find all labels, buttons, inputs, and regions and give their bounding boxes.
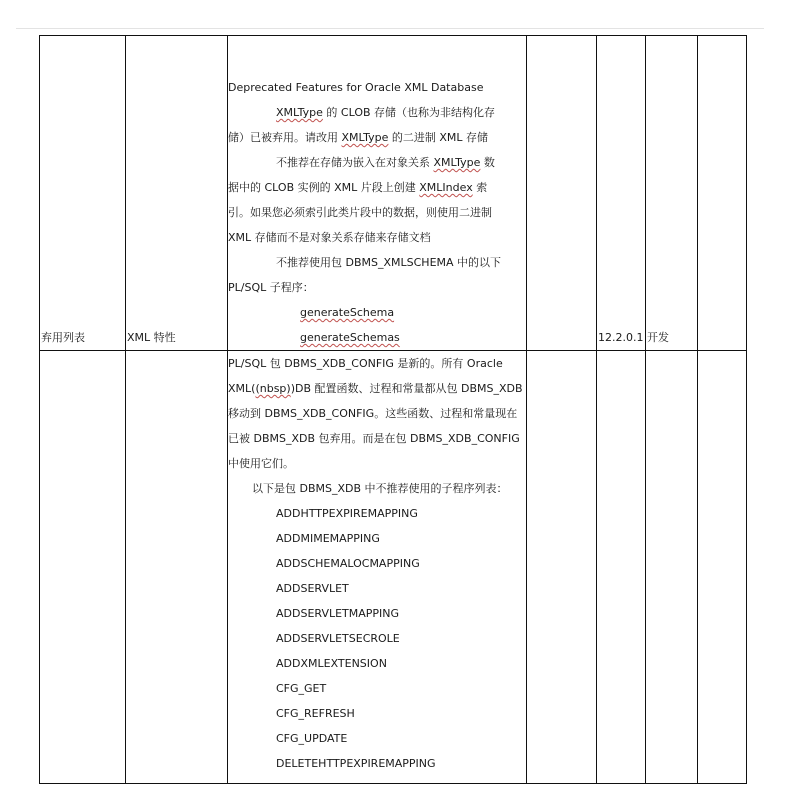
subprogram-item: ADDSERVLET: [276, 582, 349, 595]
feature-cell: [126, 36, 228, 351]
empty-cell: [698, 351, 747, 784]
subprogram-item: DELETEHTTPEXPIREMAPPING: [276, 757, 436, 770]
empty-cell: [646, 351, 698, 784]
page-top-rule: [16, 28, 764, 29]
subprogram-item: generateSchema: [300, 306, 395, 319]
empty-cell: [698, 36, 747, 351]
subprogram-item: ADDSERVLETSECROLE: [276, 632, 400, 645]
spellcheck-word: (nbsp): [255, 382, 291, 395]
category-cell: [40, 36, 126, 351]
description-line: 已被 DBMS_XDB 包弃用。而是在包 DBMS_XDB_CONFIG: [228, 432, 520, 445]
spellcheck-word: XMLType: [276, 106, 323, 119]
description-line: 储）已被弃用。请改用 XMLType 的二进制 XML 存储: [228, 131, 489, 144]
description-line: 引。如果您必须索引此类片段中的数据，则使用二进制: [228, 206, 492, 219]
description-line: 移动到 DBMS_XDB_CONFIG。这些函数、过程和常量现在: [228, 407, 518, 420]
version-text: 12.2.0.1: [598, 331, 644, 344]
subprogram-item: ADDHTTPEXPIREMAPPING: [276, 507, 418, 520]
subprogram-item: CFG_REFRESH: [276, 707, 355, 720]
subprogram-item: CFG_UPDATE: [276, 732, 348, 745]
status-cell: [646, 36, 698, 351]
description-cell: [228, 36, 527, 351]
empty-cell: [527, 36, 597, 351]
description-heading: Deprecated Features for Oracle XML Database: [228, 81, 484, 94]
feature-text: XML 特性: [127, 331, 176, 344]
description-cell: [228, 351, 527, 784]
table-row: [40, 351, 747, 784]
description-line: 以下是包 DBMS_XDB 中不推荐使用的子程序列表：: [252, 482, 508, 495]
status-text: 开发: [647, 331, 669, 344]
description-block: [228, 75, 526, 350]
description-line: XML((nbsp))DB 配置函数、过程和常量都从包 DBMS_XDB: [228, 382, 523, 395]
category-text: 弃用列表: [41, 331, 85, 344]
description-line: 不推荐使用包 DBMS_XMLSCHEMA 中的以下: [276, 256, 502, 269]
empty-cell: [597, 351, 646, 784]
subprogram-item: ADDSCHEMALOCMAPPING: [276, 557, 420, 570]
table-row: [40, 36, 747, 351]
description-line: PL/SQL 子程序：: [228, 281, 314, 294]
subprogram-item: ADDMIMEMAPPING: [276, 532, 380, 545]
description-line: 据中的 CLOB 实例的 XML 片段上创建 XMLIndex 索: [228, 181, 488, 194]
description-line: 中使用它们。: [228, 457, 294, 470]
description-line: XMLType 的 CLOB 存储（也称为非结构化存: [276, 106, 496, 119]
deprecation-table: [39, 35, 747, 784]
description-line: 不推荐在存储为嵌入在对象关系 XMLType 数: [276, 156, 495, 169]
version-cell: [597, 36, 646, 351]
spellcheck-word: XMLType: [341, 131, 389, 144]
category-cell: [40, 351, 126, 784]
empty-cell: [527, 351, 597, 784]
subprogram-item: ADDXMLEXTENSION: [276, 657, 387, 670]
subprogram-item: CFG_GET: [276, 682, 327, 695]
subprogram-item: generateSchemas: [300, 331, 400, 344]
description-line: PL/SQL 包 DBMS_XDB_CONFIG 是新的。所有 Oracle: [228, 357, 503, 370]
spellcheck-word: XMLType: [433, 156, 481, 169]
feature-cell: [126, 351, 228, 784]
description-block: [228, 351, 526, 783]
description-line: XML 存储而不是对象关系存储来存储文档: [228, 231, 431, 244]
spellcheck-word: XMLIndex: [419, 181, 473, 194]
subprogram-item: ADDSERVLETMAPPING: [276, 607, 400, 620]
